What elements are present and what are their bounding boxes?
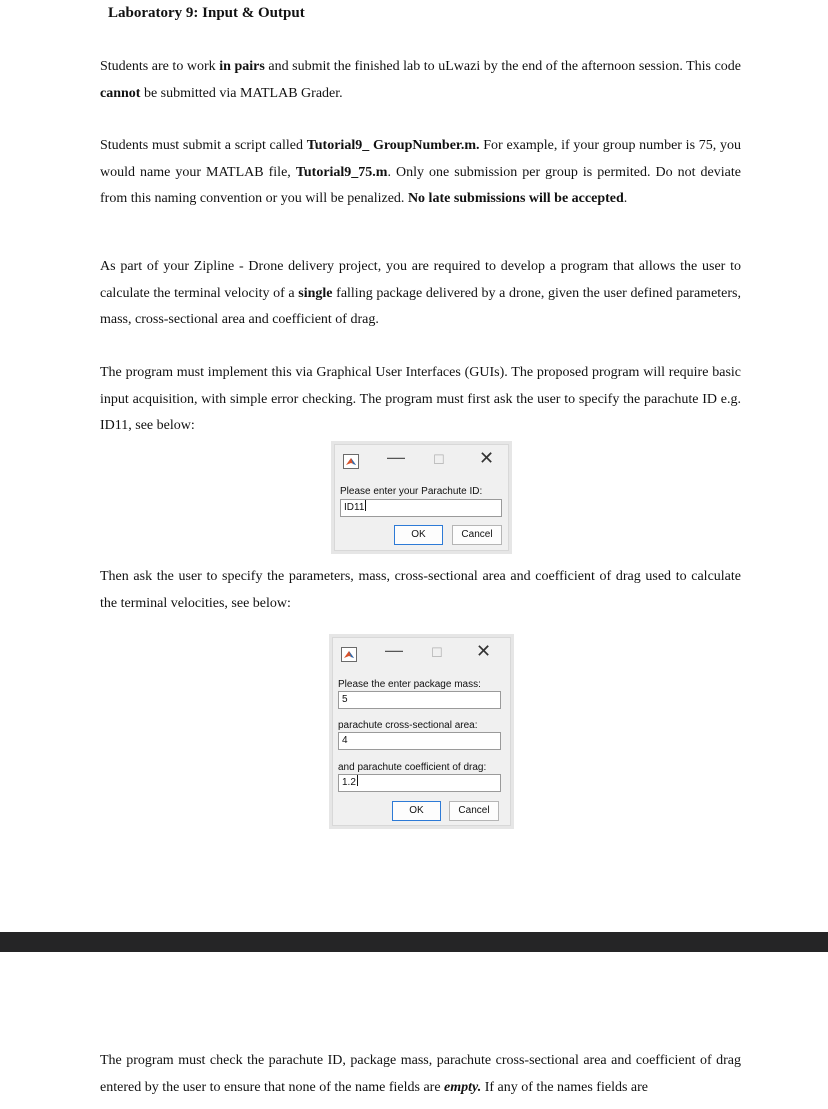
ok-button[interactable]: OK	[392, 801, 441, 821]
drag-coefficient-input[interactable]: 1.2	[338, 774, 501, 792]
minimize-icon[interactable]: —	[387, 447, 405, 467]
cross-sectional-area-label: parachute cross-sectional area:	[338, 720, 478, 731]
minimize-icon[interactable]: —	[385, 640, 403, 660]
cross-sectional-area-input[interactable]: 4	[338, 732, 501, 750]
parachute-id-label: Please enter your Parachute ID:	[340, 486, 483, 497]
parachute-id-dialog	[334, 444, 509, 551]
parameters-dialog	[332, 637, 511, 826]
cancel-button[interactable]: Cancel	[452, 525, 502, 545]
paragraph-error-checking: The program must check the parachute ID, package mass, parachute cross-sectional area and coefficient of drag entered by the user to ensure that none of the name fields are empty. If any of the names fields are	[100, 1053, 741, 1095]
cancel-button[interactable]: Cancel	[449, 801, 499, 821]
paragraph-naming: Students must submit a script called Tutorial9_ GroupNumber.m. For example, if your group number is 75, you would name your MATLAB file, Tutorial9_75.m. Only one submission per group is permited. Do not deviate from this naming convention or you will be penalized. No late submissions will be accepted.	[100, 138, 741, 206]
ok-button[interactable]: OK	[394, 525, 443, 545]
close-icon[interactable]: ✕	[479, 448, 495, 468]
paragraph-submission: Students are to work in pairs and submit the finished lab to uLwazi by the end of the afternoon session. This code cannot be submitted via MATLAB Grader.	[100, 59, 741, 101]
dialog-title-bar	[335, 445, 508, 479]
parachute-id-input[interactable]: ID11	[340, 499, 502, 517]
paragraph-parameters: Then ask the user to specify the parameters, mass, cross-sectional area and coefficient of drag used to calculate the terminal velocities, see below:	[100, 569, 741, 611]
dialog-title-bar	[333, 638, 510, 672]
paragraph-gui: The program must implement this via Graphical User Interfaces (GUIs). The proposed program will require basic input acquisition, with simple error checking. The program must first ask the user to specify the parachute ID e.g. ID11, see below:	[100, 365, 741, 433]
package-mass-label: Please the enter package mass:	[338, 679, 481, 690]
page-break-band	[0, 932, 828, 952]
matlab-icon	[341, 647, 357, 662]
matlab-icon	[343, 454, 359, 469]
maximize-icon[interactable]: ☐	[431, 645, 443, 660]
paragraph-project: As part of your Zipline - Drone delivery project, you are required to develop a program that allows the user to calculate the terminal velocity of a single falling package delivered by a drone, given the user defined parameters, mass, cross-sectional area and coefficient of drag.	[100, 259, 741, 327]
package-mass-input[interactable]: 5	[338, 691, 501, 709]
maximize-icon[interactable]: ☐	[433, 452, 445, 467]
drag-coefficient-label: and parachute coefficient of drag:	[338, 762, 487, 773]
lab-title: Laboratory 9: Input & Output	[108, 5, 305, 21]
close-icon[interactable]: ✕	[476, 641, 492, 661]
